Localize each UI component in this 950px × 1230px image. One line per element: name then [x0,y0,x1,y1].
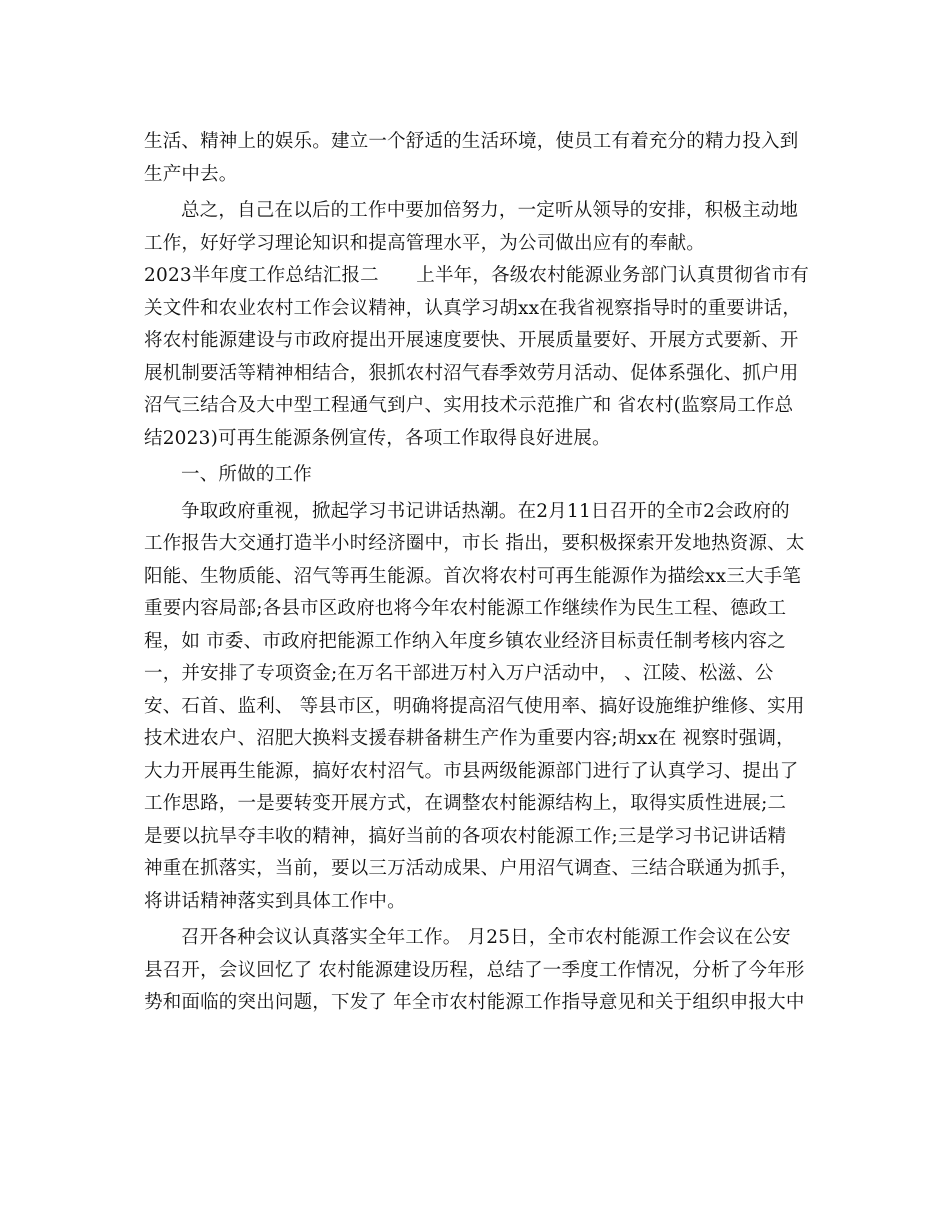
text-line: 生产中去。 [144,163,238,185]
text-line: 重要内容局部;各县市区政府也将今年农村能源工作继续作为民生工程、德政工 [144,598,787,619]
text-line: 程，如 市委、市政府把能源工作纳入年度乡镇农业经济目标责任制考核内容之 [144,630,786,652]
text-line: 工作报告大交通打造半小时经济圈中，市长 指出，要积极探索开发地热资源、太 [144,533,805,554]
text-line: 一，并安排了专项资金;在万名干部进万村入万户活动中， 、江陵、松滋、公 [144,663,774,684]
text-line: 将讲话精神落实到具体工作中。 [144,890,406,912]
text-line: 关文件和农业农村工作会议精神，认真学习胡xx在我省视察指导时的重要讲话， [144,297,802,319]
text-line: 争取政府重视，掀起学习书记讲话热潮。在2月11日召开的全市2会政府的 [181,500,790,522]
text-line: 2023半年度工作总结汇报二 上半年，各级农村能源业务部门认真贯彻省市有 [144,265,809,286]
text-line: 阳能、生物质能、沼气等再生能源。首次将农村可再生能源作为描绘xx三大手笔 [144,565,802,587]
text-line: 工作思路，一是要转变开展方式，在调整农村能源结构上，取得实质性进展;二 [144,793,787,814]
text-line: 大力开展再生能源，搞好农村沼气。市县两级能源部门进行了认真学习、提出了 [144,760,799,782]
text-line: 结2023)可再生能源条例宣传，各项工作取得良好进展。 [144,427,611,449]
text-line: 沼气三结合及大中型工程通气到户、实用技术示范推广和 省农村(监察局工作总 [144,395,794,416]
text-line: 神重在抓落实，当前，要以三万活动成果、户用沼气调查、三结合联通为抓手， [144,858,799,879]
text-line: 将农村能源建设与市政府提出开展速度要快、开展质量要好、开展方式要新、开 [144,330,799,351]
text-line: 安、石首、监利、 等县市区，明确将提高沼气使用率、搞好设施维护维修、实用 [144,695,805,717]
text-line: 展机制要活等精神相结合，狠抓农村沼气春季效劳月活动、促体系强化、抓户用 [144,362,799,384]
text-line: 召开各种会议认真落实全年工作。 月25日，全市农村能源工作会议在公安 [181,927,791,948]
text-line: 生活、精神上的娱乐。建立一个舒适的生活环境，使员工有着充分的精力投入到 [144,131,799,152]
document-body [144,126,809,1020]
text-line: 一、所做的工作 [181,464,312,485]
text-line: 势和面临的突出问题，下发了 年全市农村能源工作指导意见和关于组织申报大中 [144,992,805,1013]
text-line: 技术进农户、沼肥大换料支援春耕备耕生产作为重要内容;胡xx在 视察时强调， [144,728,795,749]
text-line: 是要以抗旱夺丰收的精神，搞好当前的各项农村能源工作;三是学习书记讲话精 [144,825,787,847]
text-line: 总之，自己在以后的工作中要加倍努力，一定听从领导的安排，积极主动地 [181,200,799,221]
text-line: 县召开，会议回忆了 农村能源建设历程，总结了一季度工作情况，分析了今年形 [144,959,805,981]
text-line: 工作，好好学习理论知识和提高管理水平，为公司做出应有的奉献。 [144,232,706,254]
